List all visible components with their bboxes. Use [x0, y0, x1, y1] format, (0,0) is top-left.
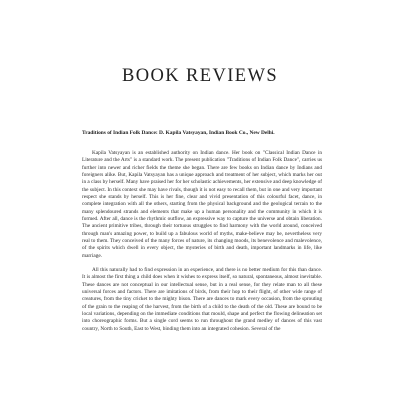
review-paragraph-1: Kapila Vatsyayan is an established authority on Indian dance. Her book on "Classical Indian Dance in Literature and the Arts" is a standard work. The present publication "Traditions of Indian Folk Dance", carries us further into newer and richer fields the theme she began. There are few books on Indian dance by Indians and foreigners alike. But, Kapila Vatsyayan has a unique approach and treatment of her subject, which marks her out in a class by herself. Many have praised her for her scholastic achievements, her extensive and deep knowledge of the subject. In this context she may have rivals, though it is not easy to recall them, but in one and very important respect she stands by herself. This is her fine, clear and vivid presentation of this colourful facet, dance, in complete integration with all the others, starting from the physical background and the geological terrain to the many splendoured strands and elements that make up a human personality and the community in which it is formed. After all, dance is the rhythmic outflow, an expressive way to capture the universe and obtain liberation. The ancient primitive tribes, through their tortuous struggles to find harmony with the world around, conceived through man's amazing power, to build up a fabulous world of myths, make-believe may be, nevertheless very real to them. They conceived of the many forces of nature, its changing moods, its benevolence and malevolence, of the spirits which dwell in every object, the mysteries of birth and death, important landmarks in life, like marriage.	[82, 150, 322, 259]
review-paragraph-2: All this naturally had to find expression in an experience, and there is no better medium for this than dance. It is almost the first thing a child does when it wishes to express itself, so natural, spontaneous, almost inevitable. These dances are not conceptual in our intellectual sense, but in a real sense, for they relate man to all these universal forces and factors. There are imitations of birds, from their hop to their flight, of other wide range of creatures, from the tiny cricket to the mighty bison. There are dances to mark every occasion, from the sprouting of the grain to the reaping of the harvest, from the birth of a child to the death of the old. These are bound to be local variations, depending on the immediate conditions that mould, shape and perfect the flowing delineation set into choreographic forms. But a single cord seems to run throughout the grand medley of dances of this vast country, North to South, East to West, binding them into an integrated cohesion. Several of the	[82, 267, 322, 332]
page-title: BOOK REVIEWS	[121, 66, 279, 86]
book-citation: Traditions of Indian Folk Dance: D. Kapila Vatsyayan, Indian Book Co., New Delhi.	[82, 130, 275, 136]
